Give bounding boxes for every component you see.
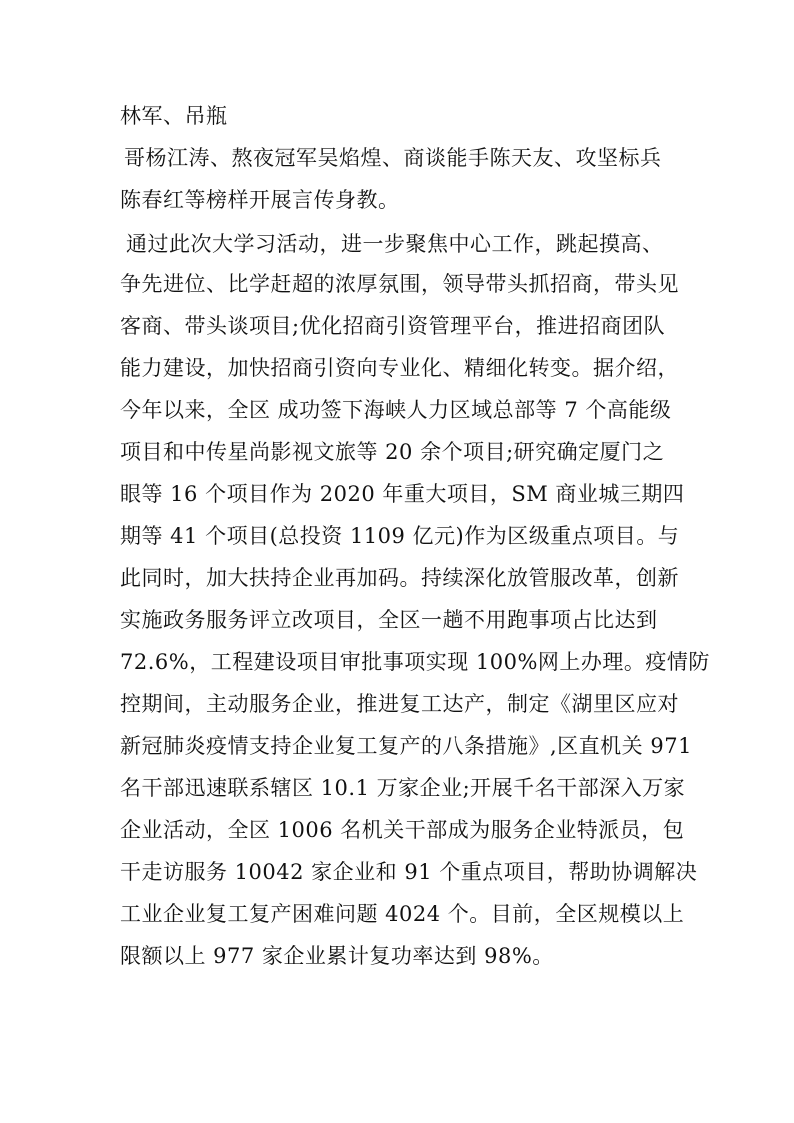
text-line: 72.6%，工程建设项目审批事项实现 100%网上办理。疫情防 [120,650,710,674]
text-line: 通过此次大学习活动，进一步聚焦中心工作，跳起摸高、 [126,232,664,256]
text-line: 此同时，加大扶持企业再加码。持续深化放管服改革，创新 [120,566,679,590]
text-line: 企业活动，全区 1006 名机关干部成为服务企业特派员，包 [120,818,685,842]
text-line: 陈春红等榜样开展言传身教。 [120,188,400,212]
text-line: 工业企业复工复产困难问题 4024 个。目前，全区规模以上 [120,902,685,926]
text-line: 限额以上 977 家企业累计复功率达到 98%。 [120,944,554,968]
text-line: 干走访服务 10042 家企业和 91 个重点项目，帮助协调解决 [120,860,698,884]
text-line: 争先进位、比学赶超的浓厚氛围，领导带头抓招商，带头见 [120,272,679,296]
text-line: 项目和中传星尚影视文旅等 20 余个项目;研究确定厦门之 [120,440,665,464]
text-line: 期等 41 个项目(总投资 1109 亿元)作为区级重点项目。与 [120,524,680,548]
text-line: 客商、带头谈项目;优化招商引资管理平台，推进招商团队 [120,314,666,338]
text-line: 名干部迅速联系辖区 10.1 万家企业;开展千名干部深入万家 [120,776,686,800]
text-line: 控期间，主动服务企业，推进复工达产，制定《湖里区应对 [120,692,679,716]
text-line: 实施政务服务评立改项目，全区一趟不用跑事项占比达到 [120,608,658,632]
text-line: 今年以来，全区 成功签下海峡人力区域总部等 7 个高能级 [120,398,672,422]
text-line: 眼等 16 个项目作为 2020 年重大项目，SM 商业城三期四 [120,482,685,506]
text-line: 林军、吊瓶 [120,104,228,128]
text-line: 哥杨江涛、熬夜冠军吴焰煌、商谈能手陈天友、攻坚标兵 [124,146,662,170]
text-line: 新冠肺炎疫情支持企业复工复产的八条措施》,区直机关 971 [120,734,692,758]
text-line: 能力建设，加快招商引资向专业化、精细化转变。据介绍， [120,356,679,380]
